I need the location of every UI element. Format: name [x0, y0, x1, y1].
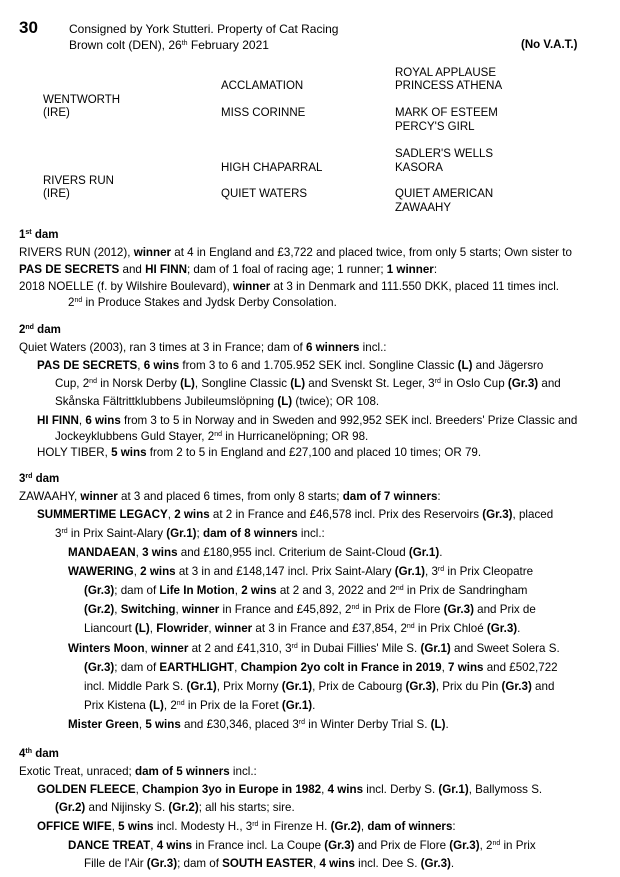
text-line — [37, 359, 543, 373]
text-line — [55, 377, 561, 391]
text-run: ZAWAAHY, — [19, 490, 81, 503]
text-run: , — [111, 820, 119, 833]
bold-text: (Gr.3) — [443, 603, 474, 616]
bold-text: (Gr.1) — [166, 527, 197, 540]
horse-description — [69, 38, 269, 52]
text-run: incl. Middle Park S. — [84, 680, 187, 693]
bold-text: (Gr.3) — [84, 661, 115, 674]
bold-text: dam of 7 winners — [342, 490, 438, 503]
ordinal-suffix: nd — [492, 840, 501, 847]
bold-text: (Gr.3) — [449, 839, 480, 852]
text-run: , — [167, 508, 175, 521]
text-run: Prix Kistena — [84, 699, 150, 712]
bold-text: EARTHLIGHT — [159, 661, 235, 674]
ordinal-suffix: rd — [61, 528, 68, 535]
bold-text: (Gr.1) — [281, 680, 313, 693]
text-line — [37, 446, 481, 460]
text-run: and — [538, 377, 561, 390]
text-run: and Svenskt St. Leger, 3 — [305, 377, 435, 390]
text-line — [84, 622, 520, 636]
text-run: incl.: — [359, 341, 387, 354]
bold-text: SOUTH EASTER — [222, 857, 313, 870]
bold-text: 3 wins — [142, 546, 178, 559]
text-run: , — [138, 718, 146, 731]
bold-text: (L) — [430, 718, 446, 731]
text-run: in France incl. La Coupe — [192, 839, 325, 852]
text-run: and Sweet Solera S. — [450, 642, 560, 655]
bold-text: (Gr.3) — [146, 857, 178, 870]
bold-text: winner — [80, 490, 118, 503]
text-run: at 3 and placed 6 times, from only 8 starts; — [117, 490, 343, 503]
ordinal-suffix: rd — [291, 643, 298, 650]
bold-text: PAS DE SECRETS — [37, 359, 138, 372]
text-run: ; all his starts; sire. — [198, 801, 295, 814]
text-run: , 3 — [425, 565, 438, 578]
text-run: . — [517, 622, 521, 635]
gen3-2: PRINCESS ATHENA — [395, 80, 503, 92]
text-run: , Ballymoss S. — [468, 783, 543, 796]
text-run: . — [445, 718, 449, 731]
bold-text: DANCE TREAT — [68, 839, 151, 852]
text-line — [55, 395, 379, 409]
text-run: at 4 in England and £3,722 and placed twice, from only 5 starts; Own sister to — [171, 246, 572, 259]
dam-sire: HIGH CHAPARRAL — [221, 162, 323, 174]
bold-text: winner — [232, 280, 271, 293]
text-run: 2 — [68, 296, 75, 309]
text-run: , — [175, 603, 182, 616]
heading-sup: nd — [25, 324, 34, 331]
text-line — [19, 490, 441, 504]
text-run: Jockeyklubbens Guld Stayer, 2 — [55, 430, 215, 443]
bold-text: Switching — [120, 603, 176, 616]
bold-text: Champion 3yo in Europe in 1982 — [142, 783, 322, 796]
text-run: in Norsk Derby — [96, 377, 181, 390]
text-run: ; dam of — [114, 584, 160, 597]
bold-text: HI FINN — [37, 414, 79, 427]
text-run: at 2 and 3, 2022 and 2 — [276, 584, 396, 597]
heading-third-dam — [19, 473, 59, 485]
text-run: , — [360, 820, 368, 833]
text-run: . — [439, 546, 443, 559]
ordinal-suffix: nd — [395, 585, 404, 592]
text-run: : — [437, 490, 441, 503]
heading-second-dam — [19, 324, 61, 336]
bold-text: (L) — [290, 377, 306, 390]
gen3-3: MARK OF ESTEEM — [395, 107, 498, 119]
text-line — [68, 546, 442, 560]
gen3-1: ROYAL APPLAUSE — [395, 67, 496, 79]
text-run: , — [135, 783, 143, 796]
bold-text: (Gr.3) — [324, 839, 355, 852]
text-run: , Prix du Pin — [435, 680, 502, 693]
text-line — [19, 263, 437, 277]
text-run: (twice); OR 108. — [292, 395, 380, 408]
bold-text: 6 winners — [305, 341, 360, 354]
text-run: Fille de l'Air — [84, 857, 147, 870]
text-run: , — [234, 584, 242, 597]
ordinal-suffix: nd — [89, 378, 97, 385]
bold-text: Flowrider — [156, 622, 209, 635]
bold-text: (Gr.1) — [394, 565, 426, 578]
text-run: and — [119, 263, 146, 276]
bold-text: 6 wins — [143, 359, 180, 372]
text-run: 2018 NOELLE (f. by Wilshire Boulevard), — [19, 280, 233, 293]
text-run: from 3 to 6 and 1.705.952 SEK incl. Songline Classic — [179, 359, 458, 372]
gen3-8: ZAWAAHY — [395, 202, 452, 214]
bold-text: (Gr.3) — [420, 857, 451, 870]
text-run: ; dam of 1 foal of racing age; 1 runner; — [186, 263, 387, 276]
heading-first-dam — [19, 229, 58, 241]
sire-dam: MISS CORINNE — [221, 107, 306, 119]
text-run: incl. Derby S. — [363, 783, 439, 796]
gen3-4: PERCY'S GIRL — [395, 121, 475, 133]
ordinal-suffix: nd — [176, 700, 185, 707]
text-run: incl. Modesty H., 3 — [153, 820, 253, 833]
text-line — [37, 783, 542, 797]
text-run: in Hurricanelöpning; OR 98. — [221, 430, 369, 443]
bold-text: PAS DE SECRETS — [19, 263, 120, 276]
text-run: in Prix Chloé — [414, 622, 487, 635]
text-run: , — [78, 414, 86, 427]
text-run: RIVERS RUN (2012), — [19, 246, 134, 259]
text-run: 3 — [55, 527, 62, 540]
text-run: in Prix Cleopatre — [444, 565, 534, 578]
dam-country: (IRE) — [43, 188, 70, 200]
text-run: , — [137, 359, 144, 372]
text-line — [55, 430, 368, 444]
text-run: HOLY TIBER, — [37, 446, 112, 459]
heading-label: dam — [32, 748, 59, 760]
text-run: at 2 in France and £46,578 incl. Prix des Reservoirs — [209, 508, 483, 521]
text-run: in Prix de Flore — [359, 603, 444, 616]
bold-text: dam of winners — [367, 820, 453, 833]
bold-text: (Gr.2) — [84, 603, 115, 616]
text-run: . — [450, 857, 455, 870]
text-run: in Prix de Sandringham — [403, 584, 528, 597]
bold-text: (L) — [180, 377, 195, 390]
text-run: from 2 to 5 in England and £27,100 and placed 10 times; OR 79. — [146, 446, 482, 459]
bold-text: 2 wins — [241, 584, 277, 597]
text-line — [68, 642, 560, 656]
text-line — [84, 584, 527, 598]
bold-text: (L) — [134, 622, 150, 635]
bold-text: (Gr.3) — [486, 622, 518, 635]
text-run: Quiet Waters (2003), ran 3 times at 3 in France; dam of — [19, 341, 306, 354]
bold-text: 5 wins — [145, 718, 181, 731]
bold-text: GOLDEN FLEECE — [37, 783, 136, 796]
bold-text: winner — [214, 622, 253, 635]
bold-text: 7 wins — [448, 661, 484, 674]
text-line — [55, 801, 295, 815]
text-run: , 2 — [479, 839, 493, 852]
ordinal-suffix: rd — [252, 821, 259, 828]
bold-text: (Gr.1) — [408, 546, 440, 559]
heading-sup: st — [25, 229, 32, 236]
text-run: in Prix de la Foret — [184, 699, 282, 712]
ordinal-suffix: rd — [298, 719, 306, 726]
description-sup: th — [181, 40, 188, 47]
text-run: , Prix de Cabourg — [312, 680, 406, 693]
consignor-line: Consigned by York Stutteri. Property of Cat Racing — [69, 22, 339, 36]
bold-text: 6 wins — [85, 414, 121, 427]
text-run: , — [133, 565, 141, 578]
text-line — [19, 280, 559, 294]
text-run: and Prix de Flore — [354, 839, 450, 852]
bold-text: OFFICE WIFE — [37, 820, 112, 833]
bold-text: (Gr.1) — [420, 642, 451, 655]
bold-text: (Gr.1) — [281, 699, 313, 712]
bold-text: 4 wins — [319, 857, 355, 870]
text-line — [19, 246, 572, 260]
text-line — [19, 765, 257, 779]
heading-label: dam — [33, 324, 61, 336]
bold-text: dam of 5 winners — [135, 765, 230, 778]
vat-note: (No V.A.T.) — [521, 39, 578, 51]
sire-country: (IRE) — [43, 107, 70, 119]
text-run: , — [321, 783, 328, 796]
text-run: Skånska Fältrittklubbens Jubileumslöpning — [55, 395, 278, 408]
text-run: , placed — [512, 508, 554, 521]
text-run: , — [149, 622, 157, 635]
text-run: and £180,955 incl. Criterium de Saint-Cloud — [177, 546, 409, 559]
text-run: , 2 — [163, 699, 177, 712]
bold-text: (Gr.3) — [84, 584, 115, 597]
text-line — [68, 718, 449, 732]
bold-text: 5 wins — [118, 820, 154, 833]
heading-label: dam — [31, 229, 59, 241]
ordinal-suffix: nd — [351, 604, 360, 611]
text-run: incl.: — [229, 765, 257, 778]
heading-num: 1 — [19, 229, 26, 241]
bold-text: (Gr.3) — [405, 680, 436, 693]
bold-text: winner — [181, 603, 220, 616]
text-run: incl.: — [297, 527, 325, 540]
text-run: at 3 in France and £37,854, 2 — [252, 622, 407, 635]
bold-text: dam of 8 winners — [203, 527, 298, 540]
bold-text: WAWERING — [68, 565, 134, 578]
heading-num: 2 — [19, 324, 26, 336]
bold-text: 2 wins — [174, 508, 210, 521]
heading-sup: rd — [25, 473, 33, 480]
bold-text: Winters Moon — [68, 642, 145, 655]
heading-sup: th — [25, 748, 33, 755]
gen3-7: QUIET AMERICAN — [395, 188, 494, 200]
bold-text: 2 wins — [140, 565, 176, 578]
bold-text: winner — [151, 642, 189, 655]
bold-text: Life In Motion — [159, 584, 235, 597]
text-run: . — [312, 699, 316, 712]
text-line — [37, 414, 577, 428]
text-run: in Oslo Cup — [440, 377, 508, 390]
heading-num: 4 — [19, 748, 26, 760]
text-run: in Produce Stakes and Jydsk Derby Consolation. — [82, 296, 337, 309]
text-line — [19, 341, 387, 355]
text-run: , — [135, 546, 143, 559]
ordinal-suffix: nd — [214, 431, 222, 438]
ordinal-suffix: rd — [437, 566, 445, 573]
text-run: Liancourt — [84, 622, 135, 635]
bold-text: 4 wins — [327, 783, 364, 796]
text-run: , Songline Classic — [194, 377, 291, 390]
ordinal-suffix: rd — [434, 378, 441, 385]
bold-text: Mister Green — [68, 718, 139, 731]
bold-text: (Gr.3) — [501, 680, 532, 693]
text-run: in Firenze H. — [258, 820, 331, 833]
text-line — [68, 296, 337, 310]
text-run: and Prix de — [473, 603, 536, 616]
text-run: Cup, 2 — [55, 377, 90, 390]
text-run: : — [452, 820, 456, 833]
text-run: in Prix Saint-Alary — [67, 527, 167, 540]
text-line — [68, 839, 536, 853]
gen3-6: KASORA — [395, 162, 443, 174]
bold-text: 5 wins — [111, 446, 147, 459]
ordinal-suffix: nd — [74, 297, 83, 304]
dam-name: RIVERS RUN — [43, 175, 114, 187]
text-run: at 3 in and £148,147 incl. Prix Saint-Alary — [175, 565, 395, 578]
text-run: at 3 in Denmark and 111.550 DKK, placed 11 times incl. — [270, 280, 560, 293]
text-run: , — [208, 622, 215, 635]
text-line — [37, 508, 553, 522]
text-line — [84, 857, 454, 871]
text-run: , — [114, 603, 121, 616]
text-line — [68, 565, 533, 579]
text-line — [84, 680, 554, 694]
bold-text: (Gr.2) — [55, 801, 86, 814]
text-run: ; — [196, 527, 203, 540]
dam-dam: QUIET WATERS — [221, 188, 308, 200]
bold-text: (L) — [277, 395, 293, 408]
text-line — [84, 699, 315, 713]
lot-number: 30 — [19, 18, 38, 37]
bold-text: winner — [133, 246, 172, 259]
text-line — [84, 661, 558, 675]
text-run: , — [313, 857, 320, 870]
text-run: at 2 and £41,310, 3 — [188, 642, 292, 655]
text-run: : — [433, 263, 438, 276]
text-run: in Prix — [500, 839, 536, 852]
text-run: , Prix Morny — [216, 680, 282, 693]
bold-text: 4 wins — [156, 839, 193, 852]
text-line — [37, 820, 456, 834]
text-run: in Dubai Fillies' Mile S. — [297, 642, 421, 655]
text-run: in Winter Derby Trial S. — [305, 718, 431, 731]
bold-text: 1 winner — [386, 263, 434, 276]
bold-text: SUMMERTIME LEGACY — [37, 508, 168, 521]
text-run: , — [234, 661, 241, 674]
bold-text: (Gr.2) — [330, 820, 361, 833]
text-run: from 3 to 5 in Norway and in Sweden and 992,952 SEK incl. Breeders' Prize Classic and — [120, 414, 578, 427]
text-run: and Nijinsky S. — [85, 801, 169, 814]
sire-name: WENTWORTH — [43, 94, 121, 106]
description-pre: Brown colt (DEN), 26 — [69, 38, 182, 52]
sire-sire: ACCLAMATION — [221, 80, 304, 92]
text-line — [84, 603, 536, 617]
heading-num: 3 — [19, 473, 26, 485]
bold-text: (Gr.1) — [186, 680, 217, 693]
text-run: and £30,346, placed 3 — [180, 718, 299, 731]
heading-label: dam — [32, 473, 60, 485]
text-run: and £502,722 — [483, 661, 558, 674]
heading-fourth-dam — [19, 748, 59, 760]
bold-text: (Gr.1) — [438, 783, 469, 796]
text-run: ; dam of — [177, 857, 223, 870]
text-run: and — [531, 680, 555, 693]
bold-text: MANDAEAN — [68, 546, 136, 559]
text-run: Exotic Treat, unraced; — [19, 765, 135, 778]
bold-text: Champion 2yo colt in France in 2019 — [240, 661, 442, 674]
bold-text: (Gr.3) — [482, 508, 513, 521]
text-run: , — [150, 839, 157, 852]
description-post: February 2021 — [187, 38, 269, 52]
text-run: incl. Dee S. — [354, 857, 421, 870]
text-run: , — [441, 661, 449, 674]
bold-text: (Gr.3) — [507, 377, 539, 390]
bold-text: (L) — [149, 699, 164, 712]
text-line — [55, 527, 325, 541]
text-run: ; dam of — [114, 661, 160, 674]
bold-text: (L) — [457, 359, 473, 372]
gen3-5: SADLER'S WELLS — [395, 148, 494, 160]
text-run: in France and £45,892, 2 — [219, 603, 352, 616]
text-run: , — [144, 642, 151, 655]
bold-text: HI FINN — [145, 263, 187, 276]
ordinal-suffix: nd — [406, 623, 415, 630]
bold-text: (Gr.2) — [168, 801, 199, 814]
text-run: and Jägersro — [472, 359, 544, 372]
